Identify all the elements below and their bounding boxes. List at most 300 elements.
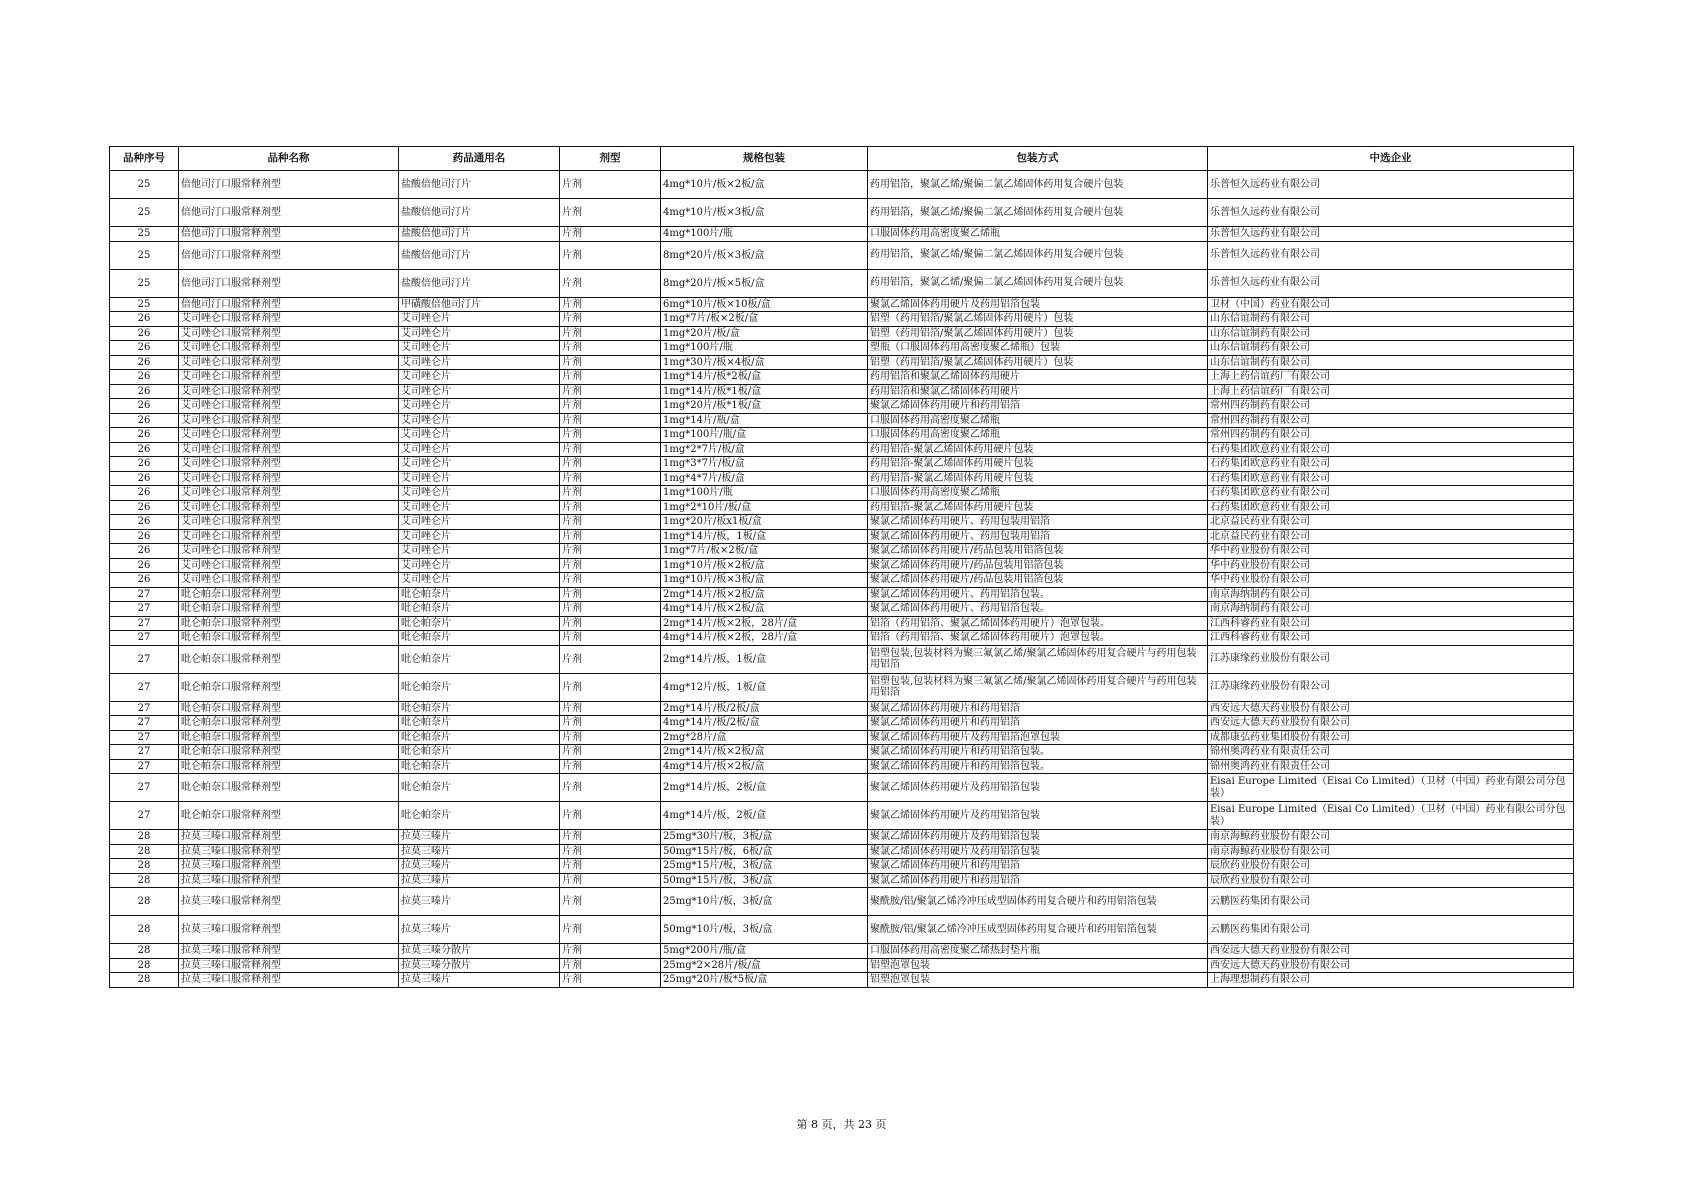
packaging-cell: 铝塑（药用铝箔/聚氯乙烯固体药用硬片）包装	[868, 355, 1208, 370]
dosage-form-cell: 片剂	[560, 227, 661, 242]
row-index-cell: 26	[110, 544, 179, 559]
packaging-cell: 聚酰胺/铝/聚氯乙烯冷冲压成型固体药用复合硬片和药用铝箔包装	[868, 916, 1208, 944]
row-index-cell: 25	[110, 241, 179, 269]
table-row	[110, 171, 1574, 199]
table-body	[110, 171, 1574, 988]
table-row	[110, 428, 1574, 443]
company-cell: Eisai Europe Limited（Eisai Co Limited）（卫材（中国）药业有限公司分包装）	[1208, 802, 1574, 830]
company-cell: 乐普恒久远药业有限公司	[1208, 171, 1574, 199]
row-index-cell: 27	[110, 616, 179, 631]
row-index-cell: 26	[110, 326, 179, 341]
row-index-cell: 25	[110, 227, 179, 242]
specification-cell: 25mg*15片/板，3板/盒	[661, 859, 868, 874]
dosage-form-cell: 片剂	[560, 716, 661, 731]
table-row	[110, 573, 1574, 588]
row-index-cell: 25	[110, 297, 179, 312]
packaging-cell: 药用铝箔，聚氯乙烯/聚偏二氯乙烯固体药用复合硬片包装	[868, 269, 1208, 297]
generic-name-cell: 拉莫三嗪片	[399, 859, 560, 874]
row-index-cell: 26	[110, 500, 179, 515]
row-index-cell: 28	[110, 873, 179, 888]
table-row	[110, 370, 1574, 385]
packaging-cell: 铝箔（药用铝箔、聚氯乙烯固体药用硬片）泡罩包装。	[868, 631, 1208, 646]
company-cell: 江西科睿药业有限公司	[1208, 616, 1574, 631]
dosage-form-cell: 片剂	[560, 830, 661, 845]
row-index-cell: 26	[110, 558, 179, 573]
table-row	[110, 730, 1574, 745]
row-index-cell: 26	[110, 384, 179, 399]
generic-name-cell: 盐酸倍他司汀片	[399, 199, 560, 227]
variety-name-cell: 吡仑帕奈口服常释剂型	[179, 802, 399, 830]
variety-name-cell: 艾司唑仑口服常释剂型	[179, 558, 399, 573]
specification-cell: 4mg*12片/板，1板/盒	[661, 673, 868, 701]
col-header-variety-name: 品种名称	[179, 147, 399, 171]
dosage-form-cell: 片剂	[560, 602, 661, 617]
table-row	[110, 227, 1574, 242]
packaging-cell: 聚氯乙烯固体药用硬片及药用铝箔包装	[868, 802, 1208, 830]
row-index-cell: 28	[110, 916, 179, 944]
row-index-cell: 28	[110, 859, 179, 874]
specification-cell: 2mg*14片/板×2板/盒	[661, 745, 868, 760]
table-row	[110, 341, 1574, 356]
variety-name-cell: 艾司唑仑口服常释剂型	[179, 399, 399, 414]
specification-cell: 25mg*2×28片/板/盒	[661, 958, 868, 973]
variety-name-cell: 拉莫三嗪口服常释剂型	[179, 859, 399, 874]
dosage-form-cell: 片剂	[560, 355, 661, 370]
dosage-form-cell: 片剂	[560, 312, 661, 327]
variety-name-cell: 艾司唑仑口服常释剂型	[179, 544, 399, 559]
packaging-cell: 铝塑包装,包装材料为聚三氟氯乙烯/聚氯乙烯固体药用复合硬片与药用包装用铝箔	[868, 673, 1208, 701]
dosage-form-cell: 片剂	[560, 442, 661, 457]
table-row	[110, 602, 1574, 617]
dosage-form-cell: 片剂	[560, 873, 661, 888]
specification-cell: 1mg*100片/瓶	[661, 486, 868, 501]
table-row	[110, 269, 1574, 297]
dosage-form-cell: 片剂	[560, 859, 661, 874]
company-cell: 上海上药信谊药厂有限公司	[1208, 384, 1574, 399]
generic-name-cell: 吡仑帕奈片	[399, 759, 560, 774]
company-cell: 西安远大德天药业股份有限公司	[1208, 958, 1574, 973]
generic-name-cell: 吡仑帕奈片	[399, 701, 560, 716]
company-cell: 锦州奥鸿药业有限责任公司	[1208, 759, 1574, 774]
table-row	[110, 471, 1574, 486]
specification-cell: 6mg*10片/板×10板/盒	[661, 297, 868, 312]
table-row	[110, 745, 1574, 760]
dosage-form-cell: 片剂	[560, 529, 661, 544]
row-index-cell: 26	[110, 573, 179, 588]
packaging-cell: 聚氯乙烯固体药用硬片和药用铝箔包装。	[868, 745, 1208, 760]
dosage-form-cell: 片剂	[560, 673, 661, 701]
packaging-cell: 聚氯乙烯固体药用硬片和药用铝箔	[868, 716, 1208, 731]
packaging-cell: 聚氯乙烯固体药用硬片/药品包装用铝箔包装	[868, 558, 1208, 573]
packaging-cell: 聚氯乙烯固体药用硬片及药用铝箔泡罩包装	[868, 730, 1208, 745]
specification-cell: 1mg*2*7片/板/盒	[661, 442, 868, 457]
company-cell: 山东信谊制药有限公司	[1208, 312, 1574, 327]
table-row	[110, 199, 1574, 227]
row-index-cell: 27	[110, 759, 179, 774]
generic-name-cell: 艾司唑仑片	[399, 529, 560, 544]
generic-name-cell: 吡仑帕奈片	[399, 616, 560, 631]
generic-name-cell: 艾司唑仑片	[399, 500, 560, 515]
dosage-form-cell: 片剂	[560, 241, 661, 269]
specification-cell: 4mg*14片/板×2板/盒	[661, 602, 868, 617]
generic-name-cell: 艾司唑仑片	[399, 457, 560, 472]
table-row	[110, 442, 1574, 457]
packaging-cell: 聚氯乙烯固体药用硬片、药用包装用铝箔	[868, 515, 1208, 530]
generic-name-cell: 拉莫三嗪片	[399, 830, 560, 845]
packaging-cell: 聚氯乙烯固体药用硬片、药用铝箔包装。	[868, 602, 1208, 617]
specification-cell: 2mg*14片/板，1板/盒	[661, 645, 868, 673]
table-row	[110, 515, 1574, 530]
generic-name-cell: 盐酸倍他司汀片	[399, 171, 560, 199]
variety-name-cell: 拉莫三嗪口服常释剂型	[179, 873, 399, 888]
specification-cell: 4mg*10片/板×3板/盒	[661, 199, 868, 227]
specification-cell: 50mg*15片/板，3板/盒	[661, 873, 868, 888]
generic-name-cell: 艾司唑仑片	[399, 486, 560, 501]
generic-name-cell: 拉莫三嗪分散片	[399, 958, 560, 973]
table-row	[110, 241, 1574, 269]
packaging-cell: 聚氯乙烯固体药用硬片/药品包装用铝箔包装	[868, 573, 1208, 588]
row-index-cell: 28	[110, 830, 179, 845]
table-row	[110, 500, 1574, 515]
table-row	[110, 413, 1574, 428]
variety-name-cell: 艾司唑仑口服常释剂型	[179, 428, 399, 443]
table-row	[110, 830, 1574, 845]
table-row	[110, 802, 1574, 830]
packaging-cell: 聚氯乙烯固体药用硬片、药用包装用铝箔	[868, 529, 1208, 544]
variety-name-cell: 艾司唑仑口服常释剂型	[179, 355, 399, 370]
generic-name-cell: 吡仑帕奈片	[399, 745, 560, 760]
specification-cell: 2mg*14片/板/2板/盒	[661, 701, 868, 716]
dosage-form-cell: 片剂	[560, 745, 661, 760]
generic-name-cell: 艾司唑仑片	[399, 442, 560, 457]
variety-name-cell: 艾司唑仑口服常释剂型	[179, 529, 399, 544]
specification-cell: 1mg*100片/瓶/盒	[661, 428, 868, 443]
row-index-cell: 27	[110, 802, 179, 830]
generic-name-cell: 吡仑帕奈片	[399, 645, 560, 673]
dosage-form-cell: 片剂	[560, 631, 661, 646]
generic-name-cell: 艾司唑仑片	[399, 515, 560, 530]
packaging-cell: 药用铝箔-聚氯乙烯固体药用硬片包装	[868, 442, 1208, 457]
company-cell: 南京海纳制药有限公司	[1208, 602, 1574, 617]
generic-name-cell: 艾司唑仑片	[399, 341, 560, 356]
row-index-cell: 26	[110, 312, 179, 327]
table-row	[110, 616, 1574, 631]
specification-cell: 1mg*4*7片/板/盒	[661, 471, 868, 486]
variety-name-cell: 拉莫三嗪口服常释剂型	[179, 830, 399, 845]
generic-name-cell: 盐酸倍他司汀片	[399, 269, 560, 297]
packaging-cell: 聚氯乙烯固体药用硬片和药用铝箔包装。	[868, 759, 1208, 774]
specification-cell: 1mg*7片/板×2板/盒	[661, 544, 868, 559]
table-row	[110, 558, 1574, 573]
packaging-cell: 塑瓶（口服固体药用高密度聚乙烯瓶）包装	[868, 341, 1208, 356]
company-cell: 山东信谊制药有限公司	[1208, 326, 1574, 341]
packaging-cell: 药用铝箔-聚氯乙烯固体药用硬片包装	[868, 471, 1208, 486]
company-cell: 锦州奥鸿药业有限责任公司	[1208, 745, 1574, 760]
variety-name-cell: 艾司唑仑口服常释剂型	[179, 370, 399, 385]
table-row	[110, 312, 1574, 327]
generic-name-cell: 艾司唑仑片	[399, 558, 560, 573]
table-row	[110, 297, 1574, 312]
generic-name-cell: 艾司唑仑片	[399, 544, 560, 559]
company-cell: 华中药业股份有限公司	[1208, 558, 1574, 573]
specification-cell: 50mg*15片/板，6板/盒	[661, 844, 868, 859]
dosage-form-cell: 片剂	[560, 269, 661, 297]
specification-cell: 1mg*20片/板*1板/盒	[661, 399, 868, 414]
generic-name-cell: 艾司唑仑片	[399, 428, 560, 443]
generic-name-cell: 艾司唑仑片	[399, 384, 560, 399]
row-index-cell: 26	[110, 355, 179, 370]
specification-cell: 50mg*10片/板，3板/盒	[661, 916, 868, 944]
dosage-form-cell: 片剂	[560, 471, 661, 486]
row-index-cell: 27	[110, 631, 179, 646]
packaging-cell: 口服固体药用高密度聚乙烯瓶	[868, 428, 1208, 443]
variety-name-cell: 吡仑帕奈口服常释剂型	[179, 730, 399, 745]
company-cell: 山东信谊制药有限公司	[1208, 341, 1574, 356]
generic-name-cell: 吡仑帕奈片	[399, 716, 560, 731]
row-index-cell: 28	[110, 888, 179, 916]
generic-name-cell: 吡仑帕奈片	[399, 802, 560, 830]
table-row	[110, 958, 1574, 973]
page-footer: 第 8 页，共 23 页	[796, 1118, 887, 1131]
company-cell: 南京海鲸药业股份有限公司	[1208, 830, 1574, 845]
company-cell: 西安远大德天药业股份有限公司	[1208, 716, 1574, 731]
variety-name-cell: 艾司唑仑口服常释剂型	[179, 326, 399, 341]
company-cell: 上海理想制药有限公司	[1208, 973, 1574, 988]
variety-name-cell: 吡仑帕奈口服常释剂型	[179, 616, 399, 631]
packaging-cell: 聚氯乙烯固体药用硬片和药用铝箔	[868, 873, 1208, 888]
variety-name-cell: 吡仑帕奈口服常释剂型	[179, 745, 399, 760]
generic-name-cell: 吡仑帕奈片	[399, 774, 560, 802]
row-index-cell: 27	[110, 745, 179, 760]
specification-cell: 4mg*14片/板×2板，28片/盒	[661, 631, 868, 646]
company-cell: 石药集团欧意药业有限公司	[1208, 457, 1574, 472]
generic-name-cell: 拉莫三嗪片	[399, 844, 560, 859]
generic-name-cell: 拉莫三嗪片	[399, 888, 560, 916]
packaging-cell: 聚氯乙烯固体药用硬片及药用铝箔包装	[868, 844, 1208, 859]
variety-name-cell: 倍他司汀口服常释剂型	[179, 297, 399, 312]
generic-name-cell: 拉莫三嗪分散片	[399, 944, 560, 959]
packaging-cell: 聚氯乙烯固体药用硬片及药用铝箔包装	[868, 774, 1208, 802]
dosage-form-cell: 片剂	[560, 457, 661, 472]
variety-name-cell: 倍他司汀口服常释剂型	[179, 171, 399, 199]
procurement-table	[109, 146, 1574, 988]
dosage-form-cell: 片剂	[560, 515, 661, 530]
dosage-form-cell: 片剂	[560, 297, 661, 312]
specification-cell: 1mg*30片/板×4板/盒	[661, 355, 868, 370]
packaging-cell: 聚氯乙烯固体药用硬片及药用铝箔包装	[868, 297, 1208, 312]
table-row	[110, 673, 1574, 701]
dosage-form-cell: 片剂	[560, 341, 661, 356]
table-row	[110, 631, 1574, 646]
packaging-cell: 药用铝箔和聚氯乙烯固体药用硬片	[868, 384, 1208, 399]
col-header-index: 品种序号	[110, 147, 179, 171]
variety-name-cell: 吡仑帕奈口服常释剂型	[179, 716, 399, 731]
generic-name-cell: 盐酸倍他司汀片	[399, 227, 560, 242]
packaging-cell: 铝塑（药用铝箔/聚氯乙烯固体药用硬片）包装	[868, 326, 1208, 341]
generic-name-cell: 艾司唑仑片	[399, 355, 560, 370]
company-cell: 乐普恒久远药业有限公司	[1208, 241, 1574, 269]
generic-name-cell: 拉莫三嗪片	[399, 973, 560, 988]
generic-name-cell: 艾司唑仑片	[399, 370, 560, 385]
company-cell: 成都康弘药业集团股份有限公司	[1208, 730, 1574, 745]
company-cell: 华中药业股份有限公司	[1208, 573, 1574, 588]
row-index-cell: 28	[110, 944, 179, 959]
variety-name-cell: 拉莫三嗪口服常释剂型	[179, 944, 399, 959]
packaging-cell: 口服固体药用高密度聚乙烯瓶	[868, 413, 1208, 428]
packaging-cell: 聚氯乙烯固体药用硬片、药用铝箔包装。	[868, 587, 1208, 602]
dosage-form-cell: 片剂	[560, 544, 661, 559]
specification-cell: 25mg*20片/板*5板/盒	[661, 973, 868, 988]
table-row	[110, 759, 1574, 774]
variety-name-cell: 吡仑帕奈口服常释剂型	[179, 774, 399, 802]
row-index-cell: 27	[110, 701, 179, 716]
row-index-cell: 27	[110, 645, 179, 673]
company-cell: 江西科睿药业有限公司	[1208, 631, 1574, 646]
company-cell: 华中药业股份有限公司	[1208, 544, 1574, 559]
generic-name-cell: 艾司唑仑片	[399, 312, 560, 327]
row-index-cell: 27	[110, 730, 179, 745]
dosage-form-cell: 片剂	[560, 500, 661, 515]
specification-cell: 4mg*14片/板，2板/盒	[661, 802, 868, 830]
company-cell: 常州四药制药有限公司	[1208, 428, 1574, 443]
packaging-cell: 聚酰胺/铝/聚氯乙烯冷冲压成型固体药用复合硬片和药用铝箔包装	[868, 888, 1208, 916]
table-row	[110, 873, 1574, 888]
packaging-cell: 药用铝箔-聚氯乙烯固体药用硬片包装	[868, 500, 1208, 515]
packaging-cell: 聚氯乙烯固体药用硬片和药用铝箔	[868, 859, 1208, 874]
variety-name-cell: 吡仑帕奈口服常释剂型	[179, 602, 399, 617]
company-cell: 上海上药信谊药厂有限公司	[1208, 370, 1574, 385]
dosage-form-cell: 片剂	[560, 774, 661, 802]
table-row	[110, 645, 1574, 673]
packaging-cell: 药用铝箔，聚氯乙烯/聚偏二氯乙烯固体药用复合硬片包装	[868, 171, 1208, 199]
variety-name-cell: 吡仑帕奈口服常释剂型	[179, 645, 399, 673]
packaging-cell: 铝塑（药用铝箔/聚氯乙烯固体药用硬片）包装	[868, 312, 1208, 327]
variety-name-cell: 艾司唑仑口服常释剂型	[179, 471, 399, 486]
row-index-cell: 27	[110, 602, 179, 617]
table-row	[110, 774, 1574, 802]
company-cell: 辰欣药业股份有限公司	[1208, 873, 1574, 888]
company-cell: 江苏康缘药业股份有限公司	[1208, 645, 1574, 673]
packaging-cell: 铝塑泡罩包装	[868, 958, 1208, 973]
generic-name-cell: 艾司唑仑片	[399, 471, 560, 486]
generic-name-cell: 盐酸倍他司汀片	[399, 241, 560, 269]
specification-cell: 1mg*20片/板/盒	[661, 326, 868, 341]
company-cell: 西安远大德天药业股份有限公司	[1208, 944, 1574, 959]
variety-name-cell: 倍他司汀口服常释剂型	[179, 227, 399, 242]
dosage-form-cell: 片剂	[560, 916, 661, 944]
dosage-form-cell: 片剂	[560, 399, 661, 414]
company-cell: 卫材（中国）药业有限公司	[1208, 297, 1574, 312]
row-index-cell: 28	[110, 844, 179, 859]
table-row	[110, 944, 1574, 959]
row-index-cell: 26	[110, 428, 179, 443]
dosage-form-cell: 片剂	[560, 413, 661, 428]
specification-cell: 25mg*10片/板，3板/盒	[661, 888, 868, 916]
company-cell: Eisai Europe Limited（Eisai Co Limited）（卫材（中国）药业有限公司分包装）	[1208, 774, 1574, 802]
variety-name-cell: 艾司唑仑口服常释剂型	[179, 500, 399, 515]
table-row	[110, 384, 1574, 399]
packaging-cell: 聚氯乙烯固体药用硬片和药用铝箔	[868, 399, 1208, 414]
table-row	[110, 486, 1574, 501]
generic-name-cell: 吡仑帕奈片	[399, 730, 560, 745]
company-cell: 辰欣药业股份有限公司	[1208, 859, 1574, 874]
variety-name-cell: 吡仑帕奈口服常释剂型	[179, 673, 399, 701]
dosage-form-cell: 片剂	[560, 759, 661, 774]
company-cell: 石药集团欧意药业有限公司	[1208, 442, 1574, 457]
specification-cell: 1mg*10片/板×3板/盒	[661, 573, 868, 588]
col-header-company: 中选企业	[1208, 147, 1574, 171]
generic-name-cell: 吡仑帕奈片	[399, 602, 560, 617]
packaging-cell: 铝塑泡罩包装	[868, 973, 1208, 988]
specification-cell: 2mg*14片/板×2板/盒	[661, 587, 868, 602]
table-row	[110, 716, 1574, 731]
row-index-cell: 26	[110, 413, 179, 428]
row-index-cell: 27	[110, 774, 179, 802]
variety-name-cell: 艾司唑仑口服常释剂型	[179, 312, 399, 327]
row-index-cell: 26	[110, 370, 179, 385]
row-index-cell: 27	[110, 587, 179, 602]
specification-cell: 1mg*3*7片/板/盒	[661, 457, 868, 472]
variety-name-cell: 艾司唑仑口服常释剂型	[179, 413, 399, 428]
row-index-cell: 27	[110, 673, 179, 701]
variety-name-cell: 艾司唑仑口服常释剂型	[179, 515, 399, 530]
specification-cell: 1mg*20片/板x1板/盒	[661, 515, 868, 530]
variety-name-cell: 拉莫三嗪口服常释剂型	[179, 973, 399, 988]
company-cell: 云鹏医药集团有限公司	[1208, 888, 1574, 916]
dosage-form-cell: 片剂	[560, 370, 661, 385]
generic-name-cell: 艾司唑仑片	[399, 399, 560, 414]
packaging-cell: 药用铝箔，聚氯乙烯/聚偏二氯乙烯固体药用复合硬片包装	[868, 199, 1208, 227]
row-index-cell: 27	[110, 716, 179, 731]
specification-cell: 4mg*100片/瓶	[661, 227, 868, 242]
col-header-packaging: 包装方式	[868, 147, 1208, 171]
row-index-cell: 25	[110, 269, 179, 297]
generic-name-cell: 艾司唑仑片	[399, 573, 560, 588]
variety-name-cell: 艾司唑仑口服常释剂型	[179, 442, 399, 457]
variety-name-cell: 艾司唑仑口服常释剂型	[179, 384, 399, 399]
packaging-cell: 口服固体药用高密度聚乙烯瓶	[868, 486, 1208, 501]
packaging-cell: 药用铝箔和聚氯乙烯固体药用硬片	[868, 370, 1208, 385]
company-cell: 南京海鲸药业股份有限公司	[1208, 844, 1574, 859]
dosage-form-cell: 片剂	[560, 384, 661, 399]
packaging-cell: 聚氯乙烯固体药用硬片及药用铝箔包装	[868, 830, 1208, 845]
specification-cell: 1mg*7片/板×2板/盒	[661, 312, 868, 327]
row-index-cell: 25	[110, 199, 179, 227]
dosage-form-cell: 片剂	[560, 558, 661, 573]
dosage-form-cell: 片剂	[560, 844, 661, 859]
dosage-form-cell: 片剂	[560, 573, 661, 588]
packaging-cell: 聚氯乙烯固体药用硬片/药品包装用铝箔包装	[868, 544, 1208, 559]
dosage-form-cell: 片剂	[560, 326, 661, 341]
company-cell: 南京海纳制药有限公司	[1208, 587, 1574, 602]
company-cell: 乐普恒久远药业有限公司	[1208, 199, 1574, 227]
specification-cell: 4mg*10片/板×2板/盒	[661, 171, 868, 199]
specification-cell: 2mg*14片/板×2板，28片/盒	[661, 616, 868, 631]
table-row	[110, 701, 1574, 716]
company-cell: 石药集团欧意药业有限公司	[1208, 486, 1574, 501]
packaging-cell: 铝塑包装,包装材料为聚三氟氯乙烯/聚氯乙烯固体药用复合硬片与药用包装用铝箔	[868, 645, 1208, 673]
col-header-generic-name: 药品通用名	[399, 147, 560, 171]
variety-name-cell: 倍他司汀口服常释剂型	[179, 269, 399, 297]
packaging-cell: 药用铝箔-聚氯乙烯固体药用硬片包装	[868, 457, 1208, 472]
variety-name-cell: 吡仑帕奈口服常释剂型	[179, 631, 399, 646]
dosage-form-cell: 片剂	[560, 730, 661, 745]
specification-cell: 4mg*14片/板×2板/盒	[661, 759, 868, 774]
specification-cell: 1mg*14片/板*1板/盒	[661, 384, 868, 399]
row-index-cell: 26	[110, 341, 179, 356]
table-row	[110, 326, 1574, 341]
specification-cell: 4mg*14片/板/2板/盒	[661, 716, 868, 731]
